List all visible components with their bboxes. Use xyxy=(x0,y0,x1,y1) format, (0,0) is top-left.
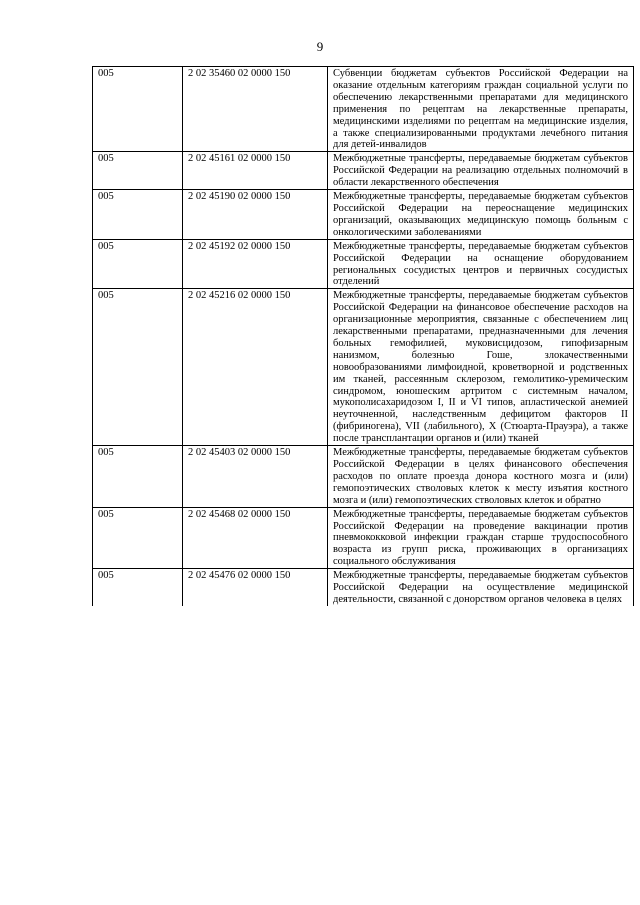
admin-code-cell: 005 xyxy=(93,446,183,508)
table-row xyxy=(93,67,634,152)
admin-code-cell: 005 xyxy=(93,289,183,446)
budget-code-cell: 2 02 45161 02 0000 150 xyxy=(183,152,328,190)
description-cell: Межбюджетные трансферты, передаваемые бюджетам субъектов Российской Федерации на проведение вакцинации против пневмококковой инфекции граждан старше трудоспособного возраста из групп риска, проживающих в организациях социального обслуживания xyxy=(328,507,634,569)
budget-code-cell: 2 02 45216 02 0000 150 xyxy=(183,289,328,446)
table-row xyxy=(93,446,634,508)
admin-code-cell: 005 xyxy=(93,569,183,606)
page-number: 9 xyxy=(316,39,324,54)
budget-code-cell: 2 02 45190 02 0000 150 xyxy=(183,190,328,240)
table-row xyxy=(93,289,634,446)
admin-code-cell: 005 xyxy=(93,152,183,190)
budget-code-cell: 2 02 45476 02 0000 150 xyxy=(183,569,328,606)
admin-code-cell: 005 xyxy=(93,239,183,289)
description-cell: Субвенции бюджетам субъектов Российской Федерации на оказание отдельным категориям граждан социальной услуги по обеспечению лекарственными препаратами для медицинского применения по рецептам на лекарственные препараты, медицинскими изделиями по рецептам на медицинские изделия, а также специализированными продуктами лечебного питания для детей-инвалидов xyxy=(328,67,634,152)
table-row xyxy=(93,190,634,240)
table-row xyxy=(93,507,634,569)
admin-code-cell: 005 xyxy=(93,190,183,240)
budget-code-cell: 2 02 35460 02 0000 150 xyxy=(183,67,328,152)
table-row xyxy=(93,239,634,289)
budget-code-cell: 2 02 45403 02 0000 150 xyxy=(183,446,328,508)
description-cell: Межбюджетные трансферты, передаваемые бюджетам субъектов Российской Федерации на осуществление медицинской деятельности, связанной с донорством органов человека в целях xyxy=(328,569,634,606)
description-cell: Межбюджетные трансферты, передаваемые бюджетам субъектов Российской Федерации в целях финансового обеспечения расходов по оплате проезда донора костного мозга и (или) гемопоэтических стволовых клеток к месту изъятия костного мозга и (или) гемопоэтических стволовых клеток и обратно xyxy=(328,446,634,508)
admin-code-cell: 005 xyxy=(93,507,183,569)
admin-code-cell: 005 xyxy=(93,67,183,152)
table-row xyxy=(93,152,634,190)
budget-code-cell: 2 02 45468 02 0000 150 xyxy=(183,507,328,569)
description-cell: Межбюджетные трансферты, передаваемые бюджетам субъектов Российской Федерации на финансовое обеспечение расходов на организационные мероприятия, связанные с обеспечением лиц лекарственными препаратами, предназначенными для лечения больных гемофилией, муковисцидозом, гипофизарным нанизмом, болезнью Гоше, злокачественными новообразованиями лимфоидной, кроветворной и родственных им тканей, рассеянным склерозом, гемолитико-уремическим синдромом, юношеским артритом с системным началом, мукополисахаридозом I, II и VI типов, апластической анемией неуточненной, наследственным дефицитом факторов II (фибриногена), VII (лабильного), X (Стюарта-Прауэра), а также после трансплантации органов и (или) тканей xyxy=(328,289,634,446)
revenue-codes-table xyxy=(92,66,634,606)
description-cell: Межбюджетные трансферты, передаваемые бюджетам субъектов Российской Федерации на реализацию отдельных полномочий в области лекарственного обеспечения xyxy=(328,152,634,190)
description-cell: Межбюджетные трансферты, передаваемые бюджетам субъектов Российской Федерации на переоснащение медицинских организаций, оказывающих медицинскую помощь больным с онкологическими заболеваниями xyxy=(328,190,634,240)
description-cell: Межбюджетные трансферты, передаваемые бюджетам субъектов Российской Федерации на оснащение оборудованием региональных сосудистых центров и первичных сосудистых отделений xyxy=(328,239,634,289)
table-row xyxy=(93,569,634,606)
budget-code-cell: 2 02 45192 02 0000 150 xyxy=(183,239,328,289)
